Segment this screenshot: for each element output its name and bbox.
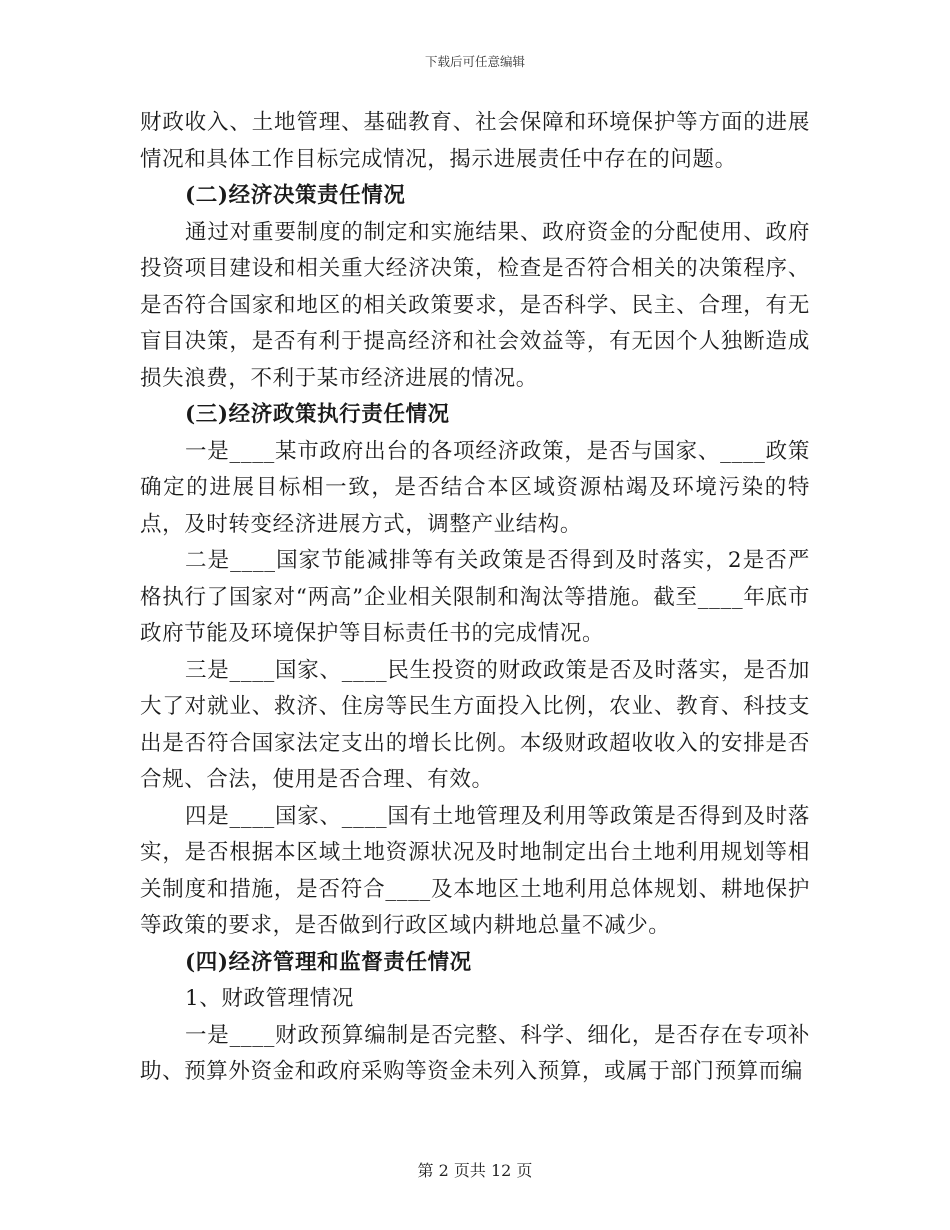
section-heading: (三)经济政策执行责任情况 xyxy=(185,402,450,427)
body-text xyxy=(140,105,810,1091)
paragraph: 二是____国家节能减排等有关政策是否得到及时落实，2是否严格执行了国家对“两高”企业相关限制和淘汰等措施。截至____年底市政府节能及环境保护等目标责任书的完成情况。 xyxy=(140,548,810,646)
paragraph: 一是____财政预算编制是否完整、科学、细化，是否存在专项补助、预算外资金和政府采购等资金未列入预算，或属于部门预算而编 xyxy=(140,1022,810,1084)
paragraph: 四是____国家、____国有土地管理及利用等政策是否得到及时落实，是否根据本区域土地资源状况及时地制定出台土地利用规划等相关制度和措施，是否符合____及本地区土地利用总体规划、耕地保护等政策的要求，是否做到行政区域内耕地总量不减少。 xyxy=(140,803,810,938)
page-header: 下载后可任意编辑 xyxy=(424,54,525,69)
section-heading: (四)经济管理和监督责任情况 xyxy=(185,949,472,975)
paragraph: 三是____国家、____民生投资的财政政策是否及时落实，是否加大了对就业、救济、住房等民生方面投入比例，农业、教育、科技支出是否符合国家法定支出的增长比例。本级财政超收收入的安排是否合规、合法，使用是否合理、有效。 xyxy=(140,657,810,792)
paragraph: 财政收入、土地管理、基础教育、社会保障和环境保护等方面的进展情况和具体工作目标完成情况，揭示进展责任中存在的问题。 xyxy=(140,110,810,172)
section-heading: (二)经济决策责任情况 xyxy=(185,183,406,208)
page-footer: 第 2 页共 12 页 xyxy=(417,1161,533,1180)
paragraph: 1、财政管理情况 xyxy=(185,986,354,1011)
paragraph: 通过对重要制度的制定和实施结果、政府资金的分配使用、政府投资项目建设和相关重大经济决策，检查是否符合相关的决策程序、是否符合国家和地区的相关政策要求，是否科学、民主、合理，有无盲目决策，是否有利于提高经济和社会效益等，有无因个人独断造成损失浪费，不利于某市经济进展的情况。 xyxy=(140,219,810,391)
paragraph: 一是____某市政府出台的各项经济政策，是否与国家、____政策确定的进展目标相一致，是否结合本区域资源枯竭及环境污染的特点，及时转变经济进展方式，调整产业结构。 xyxy=(140,438,810,537)
